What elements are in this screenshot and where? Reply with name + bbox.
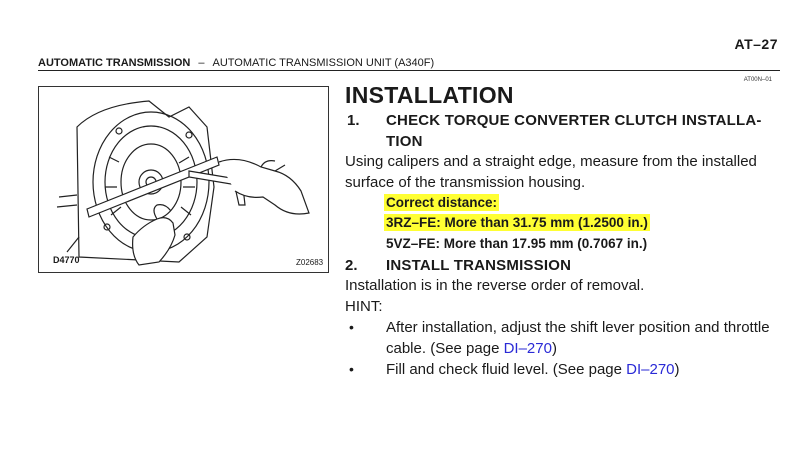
spec-label-text: Correct distance: [386, 195, 498, 210]
installation-illustration [38, 86, 329, 273]
right-hand [219, 159, 309, 214]
transmission-drawing [39, 87, 328, 272]
left-hand [133, 218, 175, 265]
subsection-name: AUTOMATIC TRANSMISSION UNIT (A340F) [212, 57, 435, 69]
header-separator: – [198, 57, 205, 69]
bullet-1-line1: After installation, adjust the shift lever position and throttle [386, 319, 770, 336]
spec-5vz: 5VZ–FE: More than 17.95 mm (0.7067 in.) [386, 236, 648, 251]
page-number: AT–27 [734, 36, 778, 52]
hint-label: HINT: [345, 298, 383, 315]
spec-3rz-text: 3RZ–FE: More than 31.75 mm (1.2500 in.) [386, 215, 648, 230]
spec-label [384, 195, 499, 210]
page-link-di-270[interactable]: DI–270 [503, 340, 552, 357]
document-code: AT00N–01 [743, 77, 772, 83]
section-name: AUTOMATIC TRANSMISSION [38, 57, 191, 69]
figure-code-right: Z02683 [296, 258, 324, 267]
bullet-1-line2 [386, 340, 557, 357]
step-1-body-cont: surface of the transmission housing. [345, 174, 586, 191]
bullet-2-text: Fill and check fluid level. (See page [386, 361, 627, 378]
bullet-2-line1 [386, 361, 680, 378]
figure-code-left: D4770 [53, 255, 80, 265]
bullet-1-text: cable. (See page [386, 340, 504, 357]
page-link-di-270[interactable]: DI–270 [626, 361, 675, 378]
bullet-dot: • [349, 319, 354, 335]
running-header [38, 57, 434, 69]
converter-middle-ring [105, 126, 197, 238]
step-1-title-cont: TION [386, 133, 423, 150]
step-2-number: 2. [345, 257, 358, 274]
step-2-body: Installation is in the reverse order of removal. [345, 277, 645, 294]
step-1-number: 1. [347, 112, 360, 129]
bullet-dot: • [349, 361, 354, 377]
step-1-body: Using calipers and a straight edge, measure from the installed [345, 153, 757, 170]
section-title: INSTALLATION [345, 82, 514, 108]
step-1-title: CHECK TORQUE CONVERTER CLUTCH INSTALLA- [386, 112, 762, 129]
spec-3rz [384, 215, 650, 230]
bullet-1-text-end: ) [551, 340, 557, 357]
step-2-title: INSTALL TRANSMISSION [386, 257, 572, 274]
bullet-2-text-end: ) [674, 361, 680, 378]
header-rule [38, 70, 780, 71]
